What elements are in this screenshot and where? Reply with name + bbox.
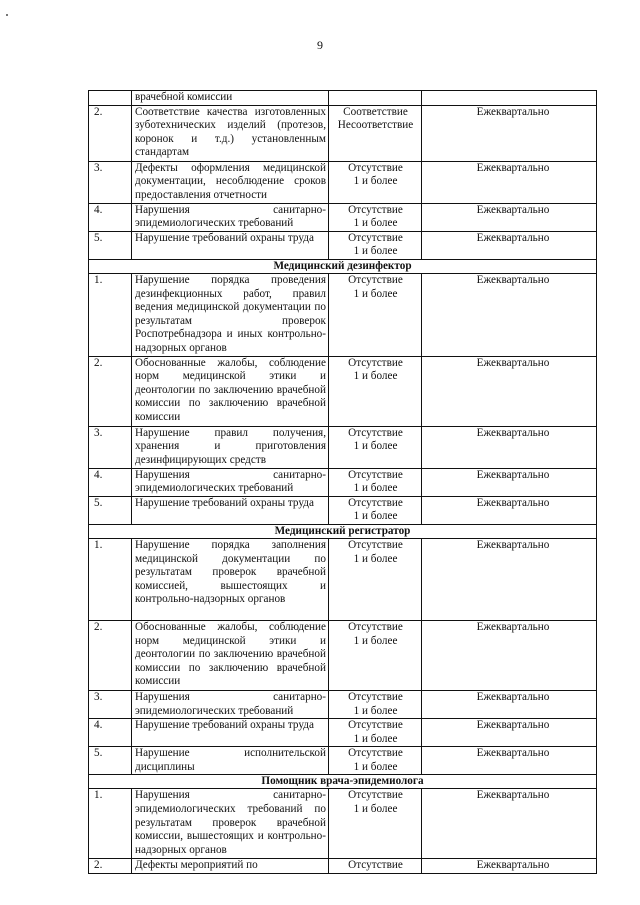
- table-row: [89, 161, 597, 203]
- periodicity-cell: Ежеквартально: [422, 747, 597, 775]
- indicator-cell: [132, 91, 329, 106]
- scan-speck: [6, 14, 8, 16]
- assessment-value: 1 и более: [353, 482, 398, 495]
- indicator-cell: [132, 496, 329, 524]
- table-row: [89, 91, 597, 106]
- table-row: [89, 620, 597, 690]
- row-number: 4.: [89, 719, 132, 747]
- indicator-text: Нарушения санитарно-эпидемиологических требований по результатам проверок врачебной комиссии, вышестоящих и контрольно-надзорных органов: [135, 789, 326, 856]
- table-row: [89, 690, 597, 718]
- assessment-value: 1 и более: [353, 634, 398, 647]
- indicator-text: врачебной комиссии: [135, 91, 233, 103]
- section-title: Медицинский дезинфектор: [89, 259, 597, 273]
- assessment-values-cell: [329, 203, 422, 231]
- assessment-value: Отсутствие: [348, 231, 403, 244]
- assessment-value: Отсутствие: [348, 538, 403, 551]
- table-row: [89, 231, 597, 259]
- periodicity-cell: Ежеквартально: [422, 538, 597, 620]
- periodicity-cell: Ежеквартально: [422, 273, 597, 356]
- periodicity-cell: [422, 91, 597, 106]
- section-title: Медицинский регистратор: [89, 524, 597, 538]
- periodicity-cell: Ежеквартально: [422, 496, 597, 524]
- indicator-cell: [132, 231, 329, 259]
- criteria-table-container: [88, 90, 596, 874]
- assessment-values-cell: [329, 859, 422, 874]
- indicator-cell: [132, 719, 329, 747]
- assessment-value: 1 и более: [353, 370, 398, 383]
- assessment-values-cell: [329, 356, 422, 426]
- assessment-value: Отсутствие: [348, 789, 403, 802]
- periodicity-cell: Ежеквартально: [422, 105, 597, 161]
- indicator-text: Нарушения санитарно-эпидемиологических требований: [135, 690, 326, 717]
- indicator-text: Нарушение порядка заполнения медицинской документации по результатам проверок врачебной комиссией, вышестоящих и контрольно-надзорных органов: [135, 538, 326, 606]
- assessment-value: 1 и более: [353, 760, 398, 773]
- table-row: [89, 719, 597, 747]
- indicator-text: Нарушение требований охраны труда: [135, 496, 314, 509]
- assessment-values-cell: [329, 719, 422, 747]
- table-row: [89, 273, 597, 356]
- assessment-value: 1 и более: [353, 552, 398, 565]
- periodicity-cell: Ежеквартально: [422, 161, 597, 203]
- row-number: 5.: [89, 747, 132, 775]
- periodicity-cell: Ежеквартально: [422, 356, 597, 426]
- indicator-cell: [132, 426, 329, 468]
- assessment-values-cell: [329, 105, 422, 161]
- criteria-table-body: [89, 91, 597, 874]
- indicator-cell: [132, 690, 329, 718]
- assessment-value: Отсутствие: [348, 468, 403, 481]
- row-number: 2.: [89, 105, 132, 161]
- assessment-value: 1 и более: [353, 510, 398, 523]
- table-row: [89, 859, 597, 874]
- indicator-text: Дефекты оформления медицинской документации, несоблюдение сроков предоставления отчетности: [135, 161, 326, 201]
- assessment-values-cell: [329, 538, 422, 620]
- assessment-values-cell: [329, 273, 422, 356]
- row-number: 3.: [89, 426, 132, 468]
- periodicity-cell: Ежеквартально: [422, 620, 597, 690]
- table-row: [89, 789, 597, 859]
- table-row: [89, 105, 597, 161]
- row-number: 1.: [89, 789, 132, 859]
- indicator-text: Нарушение требований охраны труда: [135, 719, 314, 732]
- indicator-text: Соответствие качества изготовленных зуботехнических изделий (протезов, коронок и т.д.) установленным стандартам: [135, 105, 326, 159]
- indicator-cell: [132, 468, 329, 496]
- periodicity-cell: Ежеквартально: [422, 859, 597, 874]
- indicator-text: Нарушение исполнительской дисциплины: [135, 747, 326, 773]
- assessment-value: 1 и более: [353, 175, 398, 188]
- section-title: Помощник врача-эпидемиолога: [89, 775, 597, 789]
- assessment-value: Отсутствие: [348, 356, 403, 369]
- assessment-value: Отсутствие: [348, 273, 403, 286]
- assessment-values-cell: [329, 496, 422, 524]
- assessment-value: 1 и более: [353, 732, 398, 745]
- section-header-row: [89, 775, 597, 789]
- assessment-values-cell: [329, 747, 422, 775]
- assessment-value: Отсутствие: [348, 496, 403, 509]
- table-row: [89, 356, 597, 426]
- assessment-values-cell: [329, 789, 422, 859]
- assessment-values-cell: [329, 426, 422, 468]
- indicator-cell: [132, 859, 329, 874]
- assessment-value: 1 и более: [353, 440, 398, 453]
- indicator-text: Обоснованные жалобы, соблюдение норм медицинской этики и деонтологии по заключению врачебной комиссии по заключению врачебной комиссии: [135, 620, 326, 688]
- indicator-cell: [132, 789, 329, 859]
- row-number: 5.: [89, 231, 132, 259]
- periodicity-cell: Ежеквартально: [422, 468, 597, 496]
- indicator-cell: [132, 747, 329, 775]
- periodicity-cell: Ежеквартально: [422, 231, 597, 259]
- assessment-values-cell: [329, 620, 422, 690]
- periodicity-cell: Ежеквартально: [422, 690, 597, 718]
- assessment-value: 1 и более: [353, 704, 398, 717]
- assessment-value: Отсутствие: [348, 161, 403, 174]
- indicator-text: Дефекты мероприятий по: [135, 859, 258, 872]
- table-row: [89, 496, 597, 524]
- indicator-text: Нарушение правил получения, хранения и приготовления дезинфицирующих средств: [135, 426, 326, 466]
- assessment-value: 1 и более: [353, 245, 398, 258]
- indicator-text: Обоснованные жалобы, соблюдение норм медицинской этики и деонтологии по заключению врачебной комиссии по заключению врачебной комиссии: [135, 356, 326, 423]
- criteria-table: [88, 90, 597, 874]
- page-number: 9: [317, 38, 323, 52]
- table-row: [89, 468, 597, 496]
- periodicity-cell: Ежеквартально: [422, 719, 597, 747]
- table-row: [89, 426, 597, 468]
- table-row: [89, 747, 597, 775]
- row-number: 2.: [89, 356, 132, 426]
- indicator-cell: [132, 620, 329, 690]
- assessment-value: Несоответствие: [337, 119, 414, 132]
- assessment-value: 1 и более: [353, 217, 398, 230]
- indicator-cell: [132, 356, 329, 426]
- assessment-value: Отсутствие: [348, 719, 403, 732]
- assessment-values-cell: [329, 468, 422, 496]
- assessment-value: Отсутствие: [348, 426, 403, 439]
- indicator-cell: [132, 203, 329, 231]
- periodicity-cell: Ежеквартально: [422, 426, 597, 468]
- indicator-text: Нарушения санитарно-эпидемиологических требований: [135, 203, 326, 230]
- row-number: 2.: [89, 620, 132, 690]
- section-header-row: [89, 259, 597, 273]
- assessment-value: Отсутствие: [348, 620, 403, 633]
- assessment-value: Отсутствие: [348, 690, 403, 703]
- assessment-values-cell: [329, 231, 422, 259]
- row-number: 3.: [89, 161, 132, 203]
- indicator-cell: [132, 538, 329, 620]
- assessment-value: Отсутствие: [348, 747, 403, 760]
- row-number: 1.: [89, 538, 132, 620]
- assessment-value: Отсутствие: [348, 203, 403, 216]
- row-number: 1.: [89, 273, 132, 356]
- row-number: 5.: [89, 496, 132, 524]
- periodicity-cell: Ежеквартально: [422, 203, 597, 231]
- indicator-text: Нарушения санитарно-эпидемиологических требований: [135, 468, 326, 495]
- assessment-value: 1 и более: [353, 803, 398, 816]
- assessment-values-cell: [329, 690, 422, 718]
- section-header-row: [89, 524, 597, 538]
- row-number: 4.: [89, 203, 132, 231]
- indicator-text: Нарушение требований охраны труда: [135, 231, 314, 244]
- row-number: 2.: [89, 859, 132, 874]
- assessment-value: Соответствие: [343, 105, 408, 118]
- row-number: 3.: [89, 690, 132, 718]
- row-number: 4.: [89, 468, 132, 496]
- row-number: [89, 91, 132, 106]
- indicator-cell: [132, 273, 329, 356]
- table-row: [89, 538, 597, 620]
- assessment-values-cell: [329, 161, 422, 203]
- table-row: [89, 203, 597, 231]
- assessment-value: 1 и более: [353, 287, 398, 300]
- assessment-value: Отсутствие: [348, 859, 403, 872]
- indicator-cell: [132, 161, 329, 203]
- indicator-cell: [132, 105, 329, 161]
- periodicity-cell: Ежеквартально: [422, 789, 597, 859]
- indicator-text: Нарушение порядка проведения дезинфекционных работ, правил ведения медицинской документации по результатам проверок Роспотребнадзора и иных контрольно-надзорных органов: [135, 273, 326, 354]
- assessment-values-cell: [329, 91, 422, 106]
